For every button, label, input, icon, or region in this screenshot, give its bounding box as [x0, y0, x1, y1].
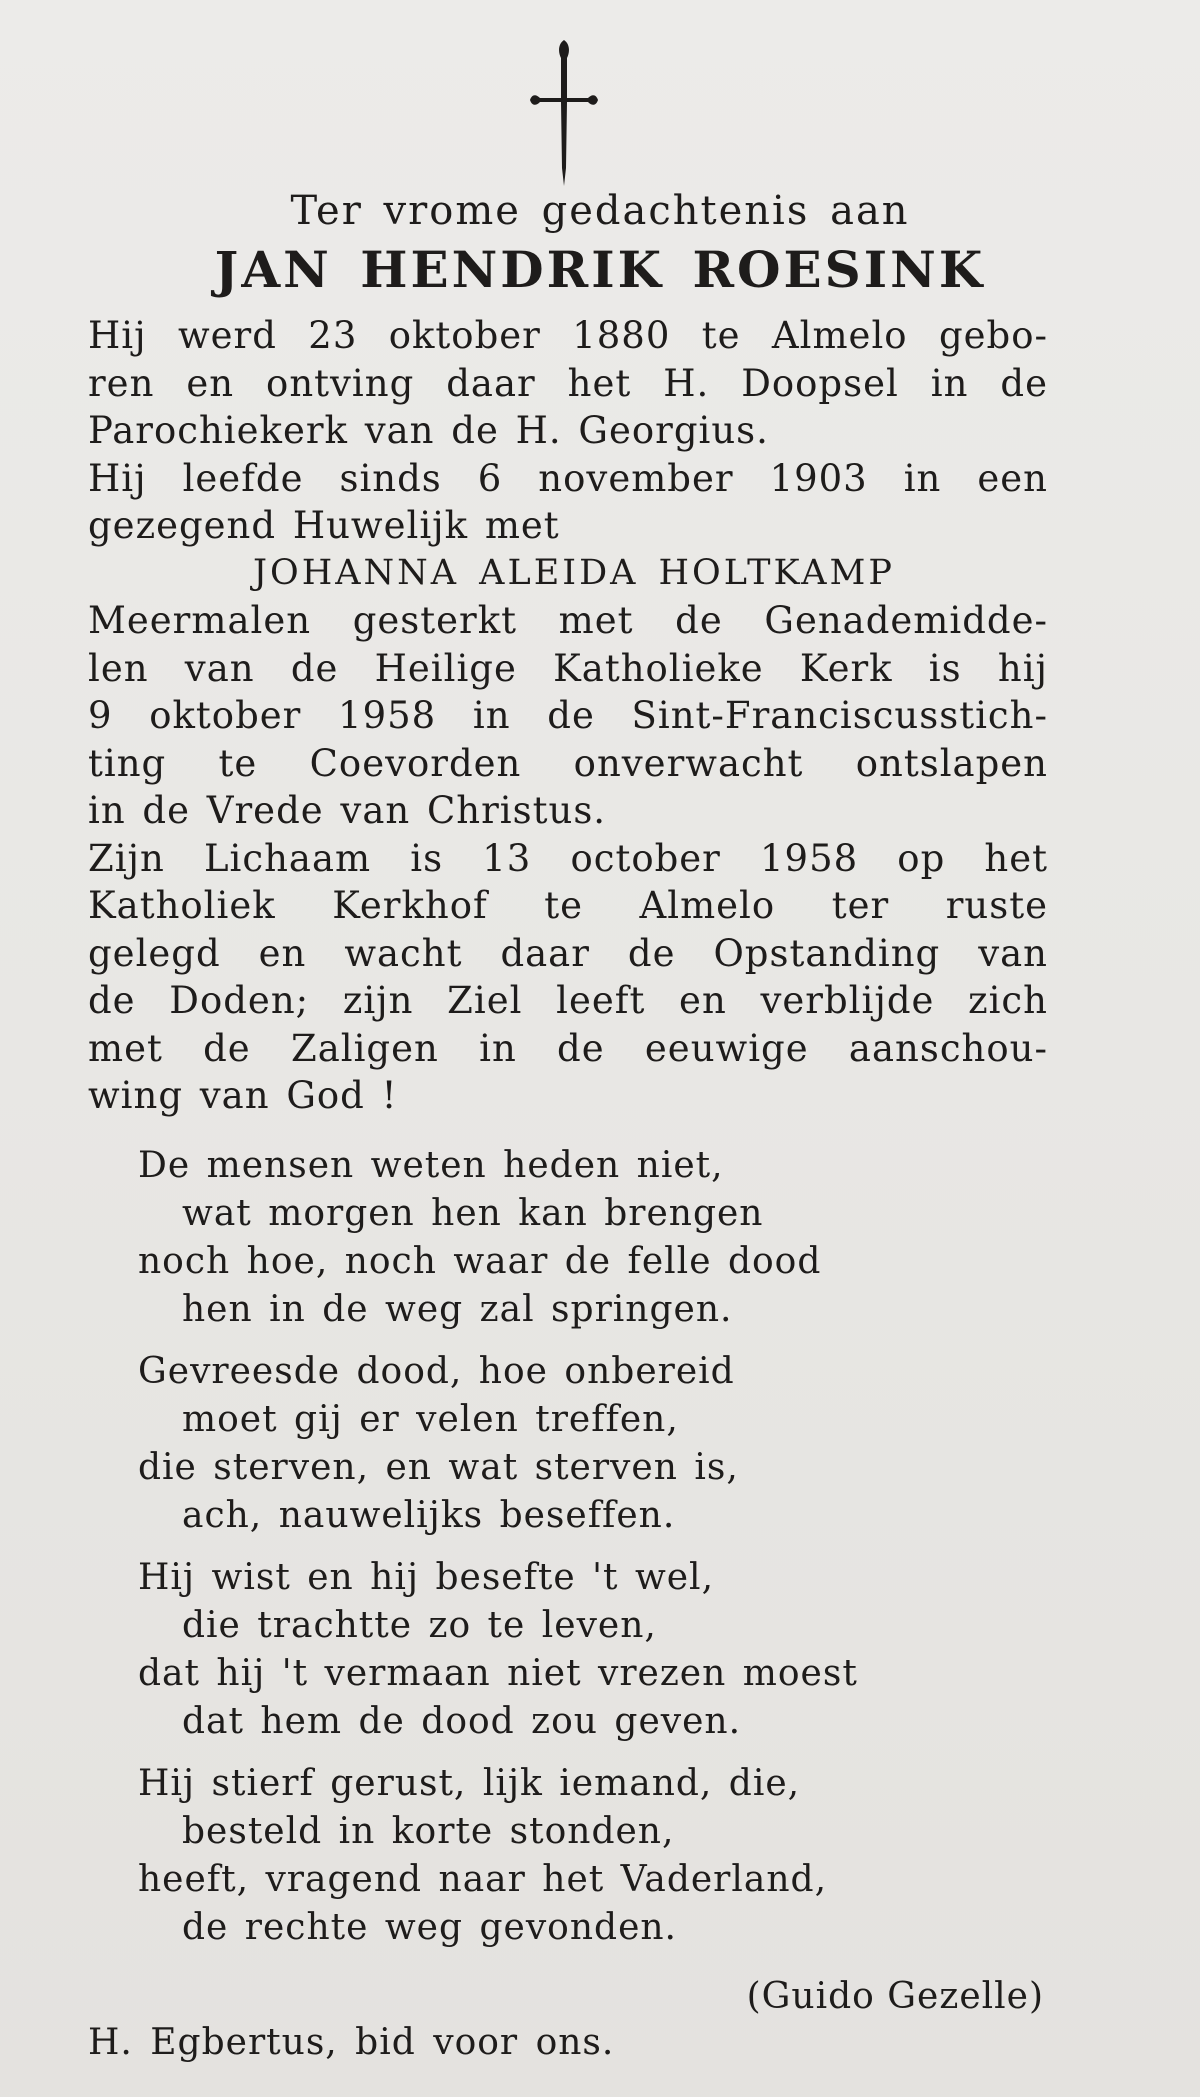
poem-stanza: [138, 1554, 1038, 1746]
poem-line: hen in de weg zal springen.: [182, 1289, 733, 1330]
poem-line: dat hij 't vermaan niet vrezen moest: [138, 1653, 858, 1694]
bio-line: gelegd en wacht daar de Opstanding van: [88, 931, 1048, 975]
biography: [88, 312, 1048, 1120]
closing-prayer: H. Egbertus, bid voor ons.: [88, 2022, 615, 2063]
bio-line: Hij werd 23 oktober 1880 te Almelo gebo-: [88, 314, 1048, 357]
bio-line: gezegend Huwelijk met: [88, 504, 560, 547]
poem-line: De mensen weten heden niet,: [138, 1145, 724, 1186]
bio-line: 9 oktober 1958 in de Sint-Franciscusstich-: [88, 694, 1048, 737]
poem-line: die sterven, en wat sterven is,: [138, 1447, 739, 1488]
bio-line: de Doden; zijn Ziel leeft en verblijde zich: [88, 979, 1048, 1022]
intro-line: Ter vrome gedachtenis aan: [290, 188, 910, 234]
poem-line: noch hoe, noch waar de felle dood: [138, 1241, 822, 1282]
bio-line: in de Vrede van Christus.: [88, 789, 607, 832]
bio-line: met de Zaligen in de eeuwige aanschou-: [88, 1026, 1048, 1070]
poem-line: Hij wist en hij besefte 't wel,: [138, 1557, 715, 1598]
poem-line: ach, nauwelijks beseffen.: [182, 1495, 676, 1536]
poem-stanza: [138, 1142, 1038, 1334]
poem-line: Gevreesde dood, hoe onbereid: [138, 1351, 735, 1392]
bio-line: Zijn Lichaam is 13 october 1958 op het: [88, 836, 1048, 880]
cross-icon: [528, 38, 600, 188]
bio-line: ren en ontving daar het H. Doopsel in de: [88, 361, 1048, 405]
poem-line: dat hem de dood zou geven.: [182, 1701, 742, 1742]
bio-line: Parochiekerk van de H. Georgius.: [88, 409, 769, 452]
bio-line: Hij leefde sinds 6 november 1903 in een: [88, 456, 1048, 500]
poem-stanza: [138, 1760, 1038, 1952]
spouse-name: JOHANNA ALEIDA HOLTKAMP: [253, 552, 895, 593]
poem-line: de rechte weg gevonden.: [182, 1907, 678, 1948]
deceased-name: JAN HENDRIK ROESINK: [214, 240, 986, 299]
poem-line: Hij stierf gerust, lijk iemand, die,: [138, 1763, 801, 1804]
bio-line: Meermalen gesterkt met de Genademidde-: [88, 599, 1048, 642]
bio-line: len van de Heilige Katholieke Kerk is hij: [88, 646, 1048, 690]
bio-line: Katholiek Kerkhof te Almelo ter ruste: [88, 884, 1048, 927]
poem-author: (Guido Gezelle): [746, 1976, 1044, 2017]
poem-line: besteld in korte stonden,: [182, 1811, 675, 1852]
bio-line: ting te Coevorden onverwacht ontslapen: [88, 741, 1048, 785]
poem: [138, 1142, 1038, 1966]
poem-line: wat morgen hen kan brengen: [182, 1193, 764, 1234]
poem-line: die trachtte zo te leven,: [182, 1605, 657, 1646]
poem-stanza: [138, 1348, 1038, 1540]
poem-line: moet gij er velen treffen,: [182, 1399, 679, 1440]
bio-line: wing van God !: [88, 1074, 398, 1117]
poem-line: heeft, vragend naar het Vaderland,: [138, 1859, 828, 1900]
